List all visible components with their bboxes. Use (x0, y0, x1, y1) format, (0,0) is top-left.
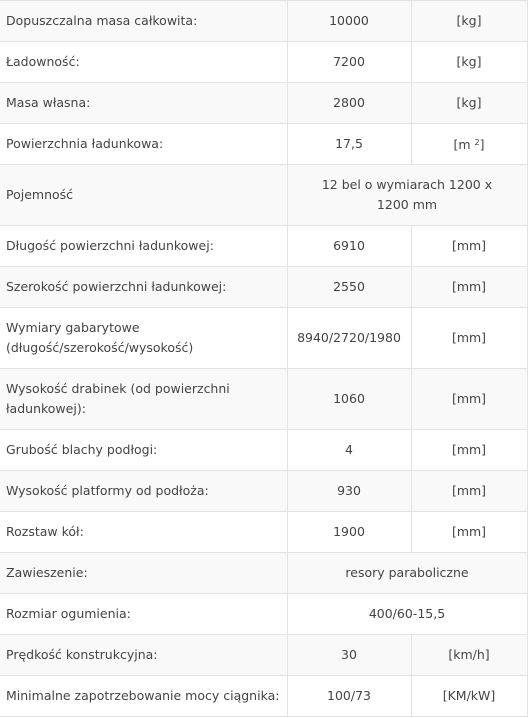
spec-unit: [kg] (411, 1, 527, 42)
spec-value: 7200 (287, 42, 411, 83)
spec-unit: [mm] (411, 471, 527, 512)
spec-label: Prędkość konstrukcyjna: (0, 635, 287, 676)
spec-value: 2800 (287, 83, 411, 124)
table-row (0, 471, 527, 512)
spec-label: Dopuszczalna masa całkowita: (0, 1, 287, 42)
spec-value: 930 (287, 471, 411, 512)
spec-unit: [mm] (411, 267, 527, 308)
spec-unit: [mm] (411, 512, 527, 553)
table-row (0, 165, 527, 226)
spec-unit: [kg] (411, 83, 527, 124)
spec-label: Minimalne zapotrzebowanie mocy ciągnika: (0, 676, 287, 717)
table-row (0, 512, 527, 553)
spec-label: Zawieszenie: (0, 553, 287, 594)
spec-unit: [mm] (411, 369, 527, 430)
table-row (0, 124, 527, 165)
table-row (0, 308, 527, 369)
spec-unit: [kg] (411, 42, 527, 83)
spec-value: 1060 (287, 369, 411, 430)
spec-value: 6910 (287, 226, 411, 267)
spec-unit: [mm] (411, 226, 527, 267)
spec-label: Rozmiar ogumienia: (0, 594, 287, 635)
spec-label: Wymiary gabarytowe (długość/szerokość/wysokość) (0, 308, 287, 369)
spec-value-merged: 400/60-15,5 (287, 594, 527, 635)
table-row (0, 1, 527, 42)
spec-label: Masa własna: (0, 83, 287, 124)
table-row (0, 226, 527, 267)
spec-value: 1900 (287, 512, 411, 553)
spec-label: Długość powierzchni ładunkowej: (0, 226, 287, 267)
spec-label: Wysokość drabinek (od powierzchni ładunkowej): (0, 369, 287, 430)
spec-label: Pojemność (0, 165, 287, 226)
spec-label: Rozstaw kół: (0, 512, 287, 553)
spec-label: Powierzchnia ładunkowa: (0, 124, 287, 165)
table-row (0, 267, 527, 308)
spec-unit: [km/h] (411, 635, 527, 676)
table-row (0, 42, 527, 83)
spec-label: Wysokość platformy od podłoża: (0, 471, 287, 512)
table-row (0, 676, 527, 717)
spec-value: 17,5 (287, 124, 411, 165)
spec-value: 2550 (287, 267, 411, 308)
spec-unit: [mm] (411, 430, 527, 471)
spec-value: 100/73 (287, 676, 411, 717)
table-row (0, 430, 527, 471)
spec-unit: [mm] (411, 308, 527, 369)
table-row (0, 369, 527, 430)
table-row (0, 83, 527, 124)
spec-value: 4 (287, 430, 411, 471)
unit-prefix: [m (453, 137, 475, 152)
spec-value-merged: 12 bel o wymiarach 1200 x 1200 mm (287, 165, 527, 226)
spec-label: Szerokość powierzchni ładunkowej: (0, 267, 287, 308)
spec-value: 30 (287, 635, 411, 676)
spec-value: 10000 (287, 1, 411, 42)
unit-suffix: ] (479, 137, 485, 152)
table-row (0, 594, 527, 635)
spec-unit (411, 124, 527, 165)
unit-superscript: 2 (474, 138, 480, 147)
table-row (0, 635, 527, 676)
spec-label: Grubość blachy podłogi: (0, 430, 287, 471)
table-row (0, 553, 527, 594)
spec-value: 8940/2720/1980 (287, 308, 411, 369)
spec-value-merged: resory paraboliczne (287, 553, 527, 594)
spec-label: Ładowność: (0, 42, 287, 83)
spec-unit: [KM/kW] (411, 676, 527, 717)
